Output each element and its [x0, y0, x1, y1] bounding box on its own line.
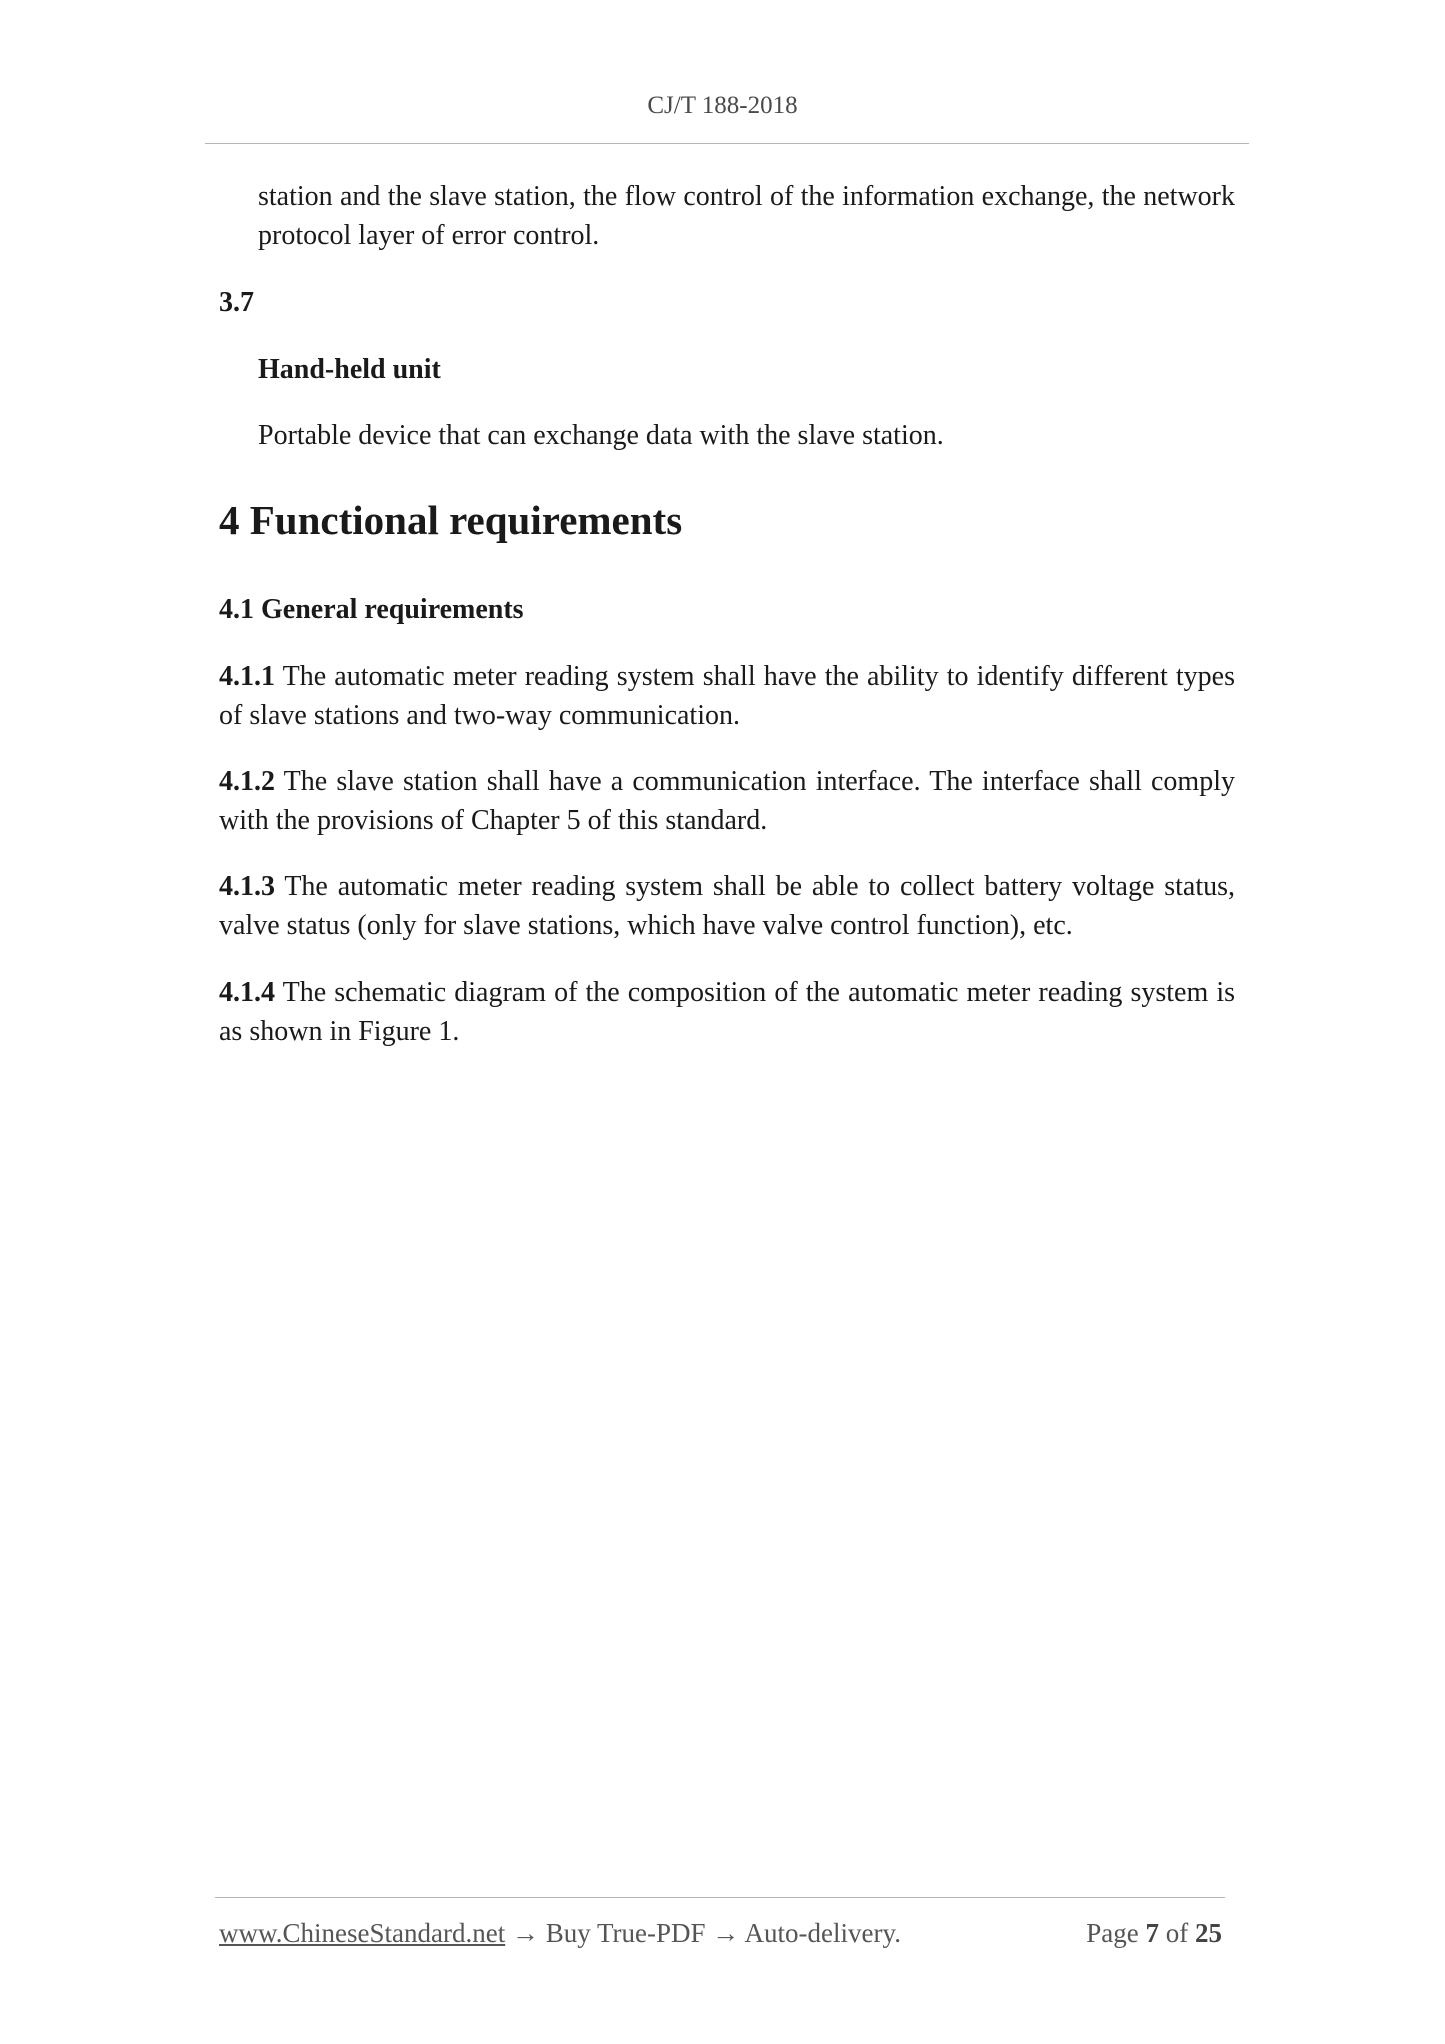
clause-4-1-3 — [219, 867, 1235, 945]
clause-number: 4.1.1 — [219, 661, 275, 692]
of-label: of — [1165, 1918, 1189, 1948]
buy-text: Buy True-PDF — [545, 1918, 706, 1948]
page-label: Page — [1086, 1918, 1139, 1948]
term-title: Hand-held unit — [258, 354, 441, 385]
page-number: 7 — [1145, 1918, 1159, 1948]
clause-number: 4.1.3 — [219, 871, 275, 902]
clause-number: 4.1.4 — [219, 977, 275, 1008]
footer-promo — [219, 1918, 901, 1949]
page-indicator — [1086, 1918, 1222, 1949]
clause-text: The slave station shall have a communication interface. The interface shall comply with the provisions of Chapter 5 of this standard. — [219, 766, 1235, 836]
header-divider — [205, 143, 1249, 144]
clause-4-1-1 — [219, 657, 1235, 735]
arrow-icon: → — [712, 1918, 740, 1948]
total-pages: 25 — [1195, 1918, 1222, 1948]
continued-paragraph: station and the slave station, the flow control of the information exchange, the network protocol layer of error control. — [258, 181, 1235, 251]
delivery-text: Auto-delivery. — [744, 1918, 901, 1948]
section-heading: 4 Functional requirements — [219, 497, 683, 543]
term-number: 3.7 — [219, 287, 254, 318]
clause-text: The automatic meter reading system shall have the ability to identify different types of slave stations and two-way communication. — [219, 661, 1235, 731]
document-id-header: CJ/T 188-2018 — [647, 92, 798, 119]
site-link[interactable]: www.ChineseStandard.net — [219, 1918, 506, 1948]
footer-divider — [215, 1897, 1225, 1898]
clause-number: 4.1.2 — [219, 766, 275, 797]
clause-4-1-4 — [219, 973, 1235, 1051]
term-definition: Portable device that can exchange data with the slave station. — [258, 420, 944, 451]
clause-text: The automatic meter reading system shall be able to collect battery voltage status, valve status (only for slave stations, which have valve control function), etc. — [219, 871, 1235, 941]
clause-text: The schematic diagram of the composition of the automatic meter reading system is as shown in Figure 1. — [219, 977, 1235, 1047]
subsection-heading: 4.1 General requirements — [219, 594, 524, 625]
clause-4-1-2 — [219, 762, 1235, 840]
arrow-icon: → — [511, 1918, 539, 1948]
